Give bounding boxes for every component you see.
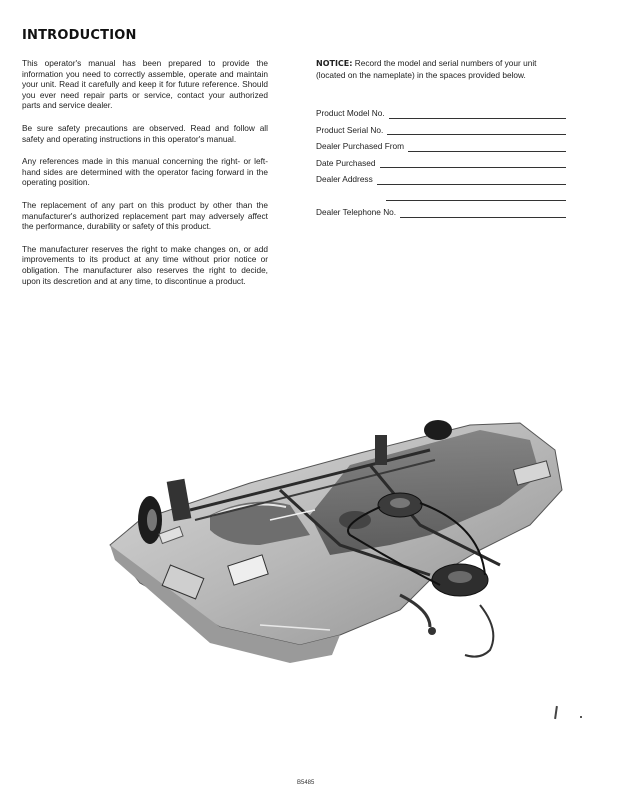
intro-paragraph-safety: Be sure safety precautions are observed. Read and follow all safety and operating instructions in this operator's manual. — [22, 122, 268, 144]
notice-body: Record the model and serial numbers of your unit (located on the nameplate) in the spaces provided below. — [316, 58, 537, 80]
intro-paragraph-orientation: Any references made in this manual concerning the right- or left-hand sides are determined with the operator facing forward in the operating position. — [22, 156, 268, 188]
date-purchased-field — [316, 152, 566, 169]
model-number-blank — [389, 110, 566, 119]
record-form — [316, 58, 566, 218]
dealer-telephone-blank — [400, 209, 566, 218]
serial-number-field — [316, 119, 566, 136]
dealer-purchased-from-label: Dealer Purchased From — [316, 141, 405, 152]
scan-dot — [580, 716, 582, 718]
dealer-address-field — [316, 168, 566, 185]
intro-paragraph-manufacturer-rights: The manufacturer reserves the right to make changes on, or add improvements to its product at any time without prior notice or obligation. The manufacturer also reserves the right to decide, upon its descretion and at any time, to discontinue a product. — [22, 243, 268, 286]
document-code: B5485 — [297, 780, 315, 786]
dealer-address-second-line — [316, 185, 566, 202]
date-purchased-label: Date Purchased — [316, 157, 376, 168]
dealer-purchased-from-field — [316, 135, 566, 152]
scan-mark — [554, 706, 558, 719]
dealer-telephone-field — [316, 201, 566, 218]
model-number-label: Product Model No. — [316, 108, 385, 119]
serial-number-label: Product Serial No. — [316, 124, 384, 135]
intro-paragraph-replacement-parts: The replacement of any part on this product by other than the manufacturer's authorized replacement part may adversely affect the performance, durability or safety of this product. — [22, 199, 268, 232]
mower-deck-photo — [100, 395, 570, 665]
dealer-address-blank — [377, 176, 566, 185]
intro-text-column — [22, 58, 268, 298]
model-number-field — [316, 102, 566, 119]
intro-paragraph-purpose: This operator's manual has been prepared to provide the information you need to correctly assemble, operate and maintain your unit. Read it carefully and keep it for future reference. Should you ever need repair parts or service, contact your authorized parts and service dealer. — [22, 58, 268, 111]
dealer-address-blank-2 — [386, 192, 566, 201]
dealer-purchased-from-blank — [408, 143, 566, 152]
dealer-address-label: Dealer Address — [316, 174, 373, 185]
date-purchased-blank — [380, 159, 567, 168]
dealer-telephone-label: Dealer Telephone No. — [316, 207, 397, 218]
serial-number-blank — [387, 126, 566, 135]
page-title: INTRODUCTION — [22, 28, 137, 43]
notice-label: NOTICE: — [316, 59, 353, 68]
notice-text — [316, 58, 566, 80]
